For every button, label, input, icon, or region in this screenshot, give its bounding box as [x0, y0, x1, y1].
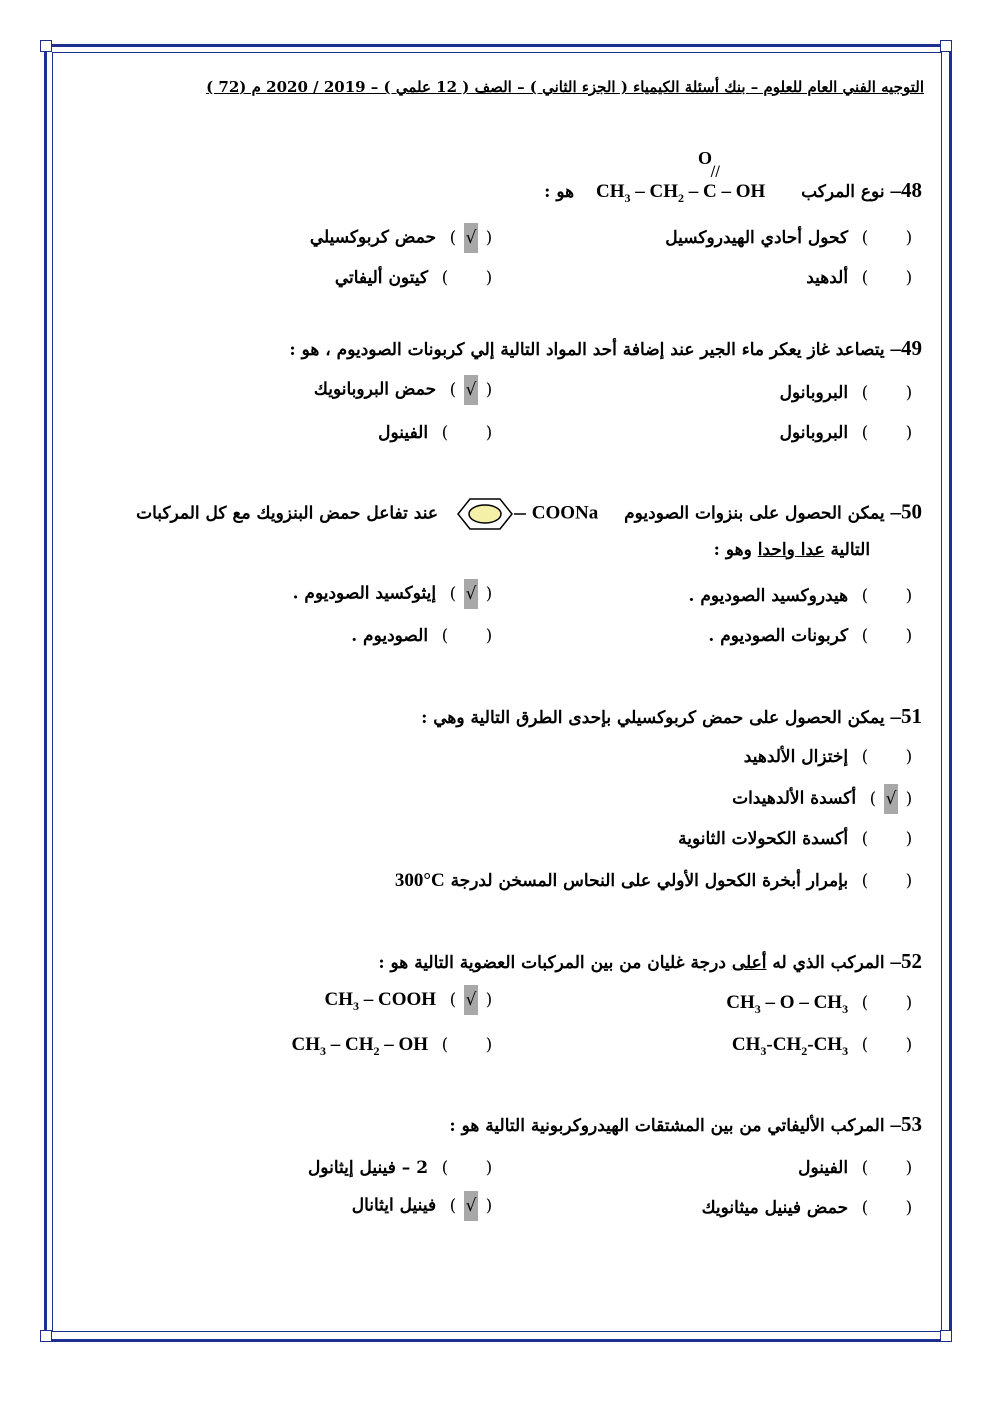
question-50 — [80, 497, 922, 531]
formula: COONa — [531, 502, 599, 524]
question-number: 50– — [890, 499, 922, 524]
check-mark-icon: √ — [464, 579, 478, 609]
option-correct[interactable]: (√) أكسدة الألدهيدات — [732, 784, 920, 814]
option[interactable]: () كيتون أليفاتي — [334, 268, 493, 288]
question-text: المركب الأليفاتي من بين المشتقات الهيدروكربونية التالية هو : — [449, 1116, 885, 1136]
check-mark-icon: √ — [884, 784, 898, 814]
benzene-ring-icon — [456, 497, 526, 531]
check-mark-icon: √ — [464, 223, 478, 253]
option[interactable]: () $CH_3$ – O – $CH_3$ — [726, 992, 913, 1016]
option-correct[interactable]: (√) فينيل ايثانال — [352, 1191, 500, 1221]
question-number: 49– — [890, 336, 922, 360]
check-mark-icon: √ — [464, 375, 478, 405]
frame-corner — [40, 1330, 52, 1342]
option[interactable]: () ألدهيد — [806, 268, 913, 288]
question-52: 52– المركب الذي له أعلى درجة غليان من بين المركبات العضوية التالية هو : — [378, 949, 922, 973]
option-correct[interactable]: (√) $CH_3$ – COOH — [325, 985, 500, 1015]
option[interactable]: () أكسدة الكحولات الثانوية — [678, 829, 913, 849]
option-correct[interactable]: (√) حمض كربوكسيلي — [310, 223, 500, 253]
underlined-text: عدا واحدا — [757, 540, 825, 560]
question-51 — [80, 704, 922, 729]
question-text-b: عند تفاعل حمض البنزويك مع كل المركبات — [136, 503, 438, 524]
question-suffix: هو : — [544, 182, 575, 202]
option[interactable]: () الفينول — [378, 423, 493, 443]
question-number: 48– — [890, 178, 922, 202]
check-mark-icon: √ — [464, 985, 478, 1015]
option[interactable]: () إختزال الألدهيد — [743, 747, 913, 767]
option-correct[interactable]: (√) إيثوكسيد الصوديوم . — [293, 579, 500, 609]
temperature-value: 300°C — [394, 870, 445, 891]
option[interactable]: () كربونات الصوديوم . — [708, 626, 913, 646]
option[interactable]: () $CH_3 - CH_2$ – OH — [291, 1034, 493, 1058]
question-49 — [80, 336, 922, 361]
option[interactable]: () بإمرار أبخرة الكحول الأولي على النحاس المسخن لدرجة 300°C — [394, 870, 913, 891]
option[interactable]: () الفينول — [798, 1158, 913, 1178]
option[interactable]: () كحول أحادي الهيدروكسيل — [665, 228, 913, 248]
double-bond-icon: // — [710, 164, 720, 180]
question-text: يمكن الحصول على بنزوات الصوديوم — [624, 503, 885, 524]
carbonyl-oxygen: O — [697, 148, 712, 168]
question-text: يتصاعد غاز يعكر ماء الجير عند إضافة أحد المواد التالية إلي كربونات الصوديوم ، هو : — [289, 340, 885, 360]
frame-corner — [940, 40, 952, 52]
option[interactable]: () هيدروكسيد الصوديوم . — [688, 586, 913, 606]
question-text: يمكن الحصول على حمض كربوكسيلي بإحدى الطرق التالية وهي : — [421, 708, 885, 728]
option[interactable]: () حمض فينيل ميثانويك — [701, 1198, 913, 1218]
formula: $CH_3 - CH_2$ – C – OH — [595, 181, 766, 205]
check-mark-icon: √ — [464, 1191, 478, 1221]
question-text: نوع المركب — [801, 182, 885, 202]
option[interactable]: () الصوديوم . — [351, 626, 493, 646]
frame-corner — [40, 40, 52, 52]
question-number: 53– — [890, 1112, 922, 1136]
question-number: 51– — [890, 704, 922, 728]
question-53 — [80, 1112, 922, 1137]
frame-corner — [940, 1330, 952, 1342]
page-header: التوجيه الفني العام للعلوم – بنك أسئلة الكيمياء ( الجزء الثاني ) – الصف ( 12 علمي ) – 2019 / 2020 م (72 ) — [206, 78, 924, 96]
question-50-line2: التالية عدا واحدا وهو : — [713, 540, 871, 560]
underlined-text: أعلى — [731, 953, 767, 973]
option[interactable]: () البروبانول — [779, 423, 913, 443]
question-number: 52– — [890, 949, 922, 973]
option[interactable]: () 2 – فينيل إيثانول — [307, 1158, 493, 1178]
option[interactable]: () البروبانول — [779, 383, 913, 403]
option-correct[interactable]: (√) حمض البروبانويك — [314, 375, 500, 405]
option[interactable]: () $CH_3-CH_2-CH_3$ — [731, 1034, 913, 1058]
